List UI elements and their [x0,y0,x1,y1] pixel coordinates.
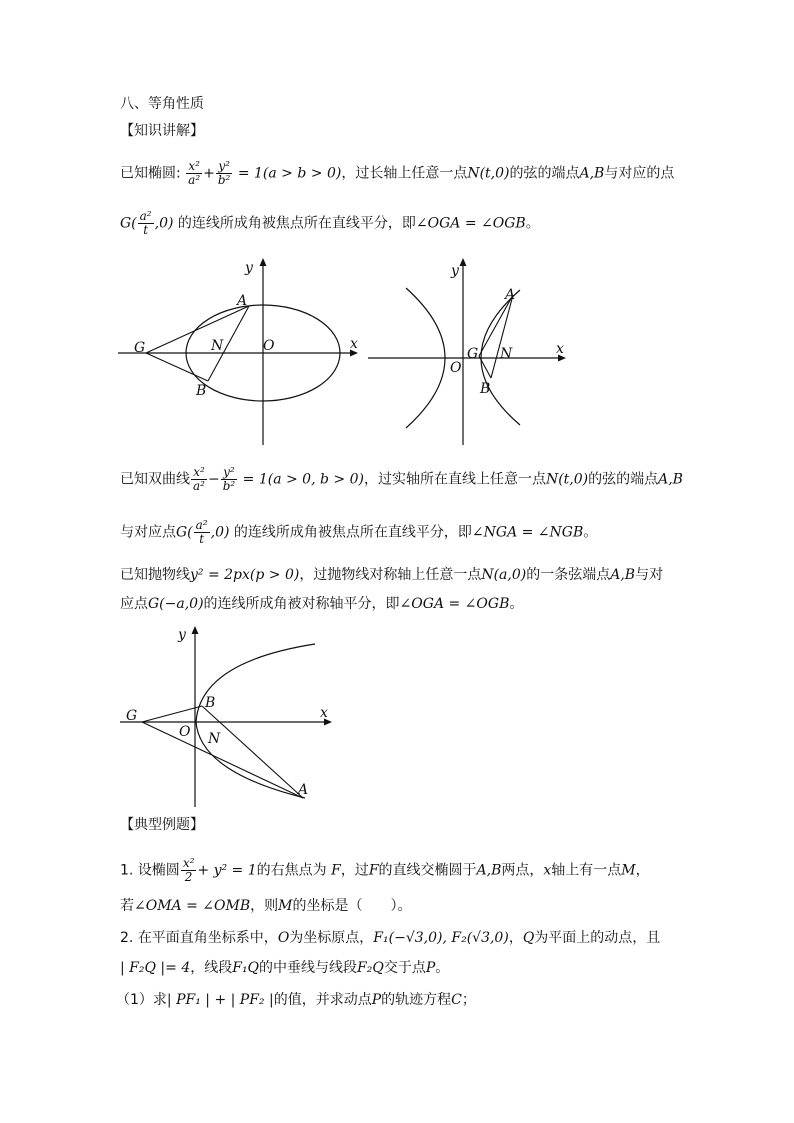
label-y: y [451,263,459,279]
question-1-line2: 若∠OMA = ∠OMB，则M的坐标是（ ）。 [120,898,412,914]
ellipse-frac-x: $\frac{\text{x²}}{\text{a²}}$ [188,159,201,187]
section-title: 八、等角性质 [120,96,204,112]
label-N: N [500,346,513,362]
ellipse-frac-y: $\frac{\text{y²}}{\text{b²}}$ [217,159,231,187]
label-A: A [505,287,516,303]
segment-GA [142,722,303,798]
label-G: G [126,708,138,724]
label-B: B [205,695,216,711]
y-axis-arrow [260,258,267,266]
label-O: O [450,360,462,376]
parabola-curve [196,644,315,798]
hyperbola-statement-line2: 与对应点G( $\frac{\text{a²}}{t}$ ,0) 的连线所成角被焦点所在直线平分，即∠NGA = ∠NGB。 [120,518,598,546]
label-A: A [298,782,309,798]
label-y: y [178,627,186,643]
hyperbola-statement-line1: 已知双曲线 $\frac{\text{x²}}{\text{a²}}$ − $\frac{\text{y²}}{\text{b²}}$ = 1(a > 0, b > 0)，过实轴所在直线上任意一点N(t,0)的弦的端点A,B [120,465,683,493]
question-2-line1: 2. 在平面直角坐标系中，O为坐标原点，F₁(−√3,0), F₂(√3,0)，Q为平面上的动点，且 [120,930,661,946]
knowledge-heading: 【知识讲解】 [120,123,204,139]
ellipse-statement-line2: G( $\frac{\text{a²}}{t}$ ,0) 的连线所成角被焦点所在直线平分，即∠OGA = ∠OGB。 [120,209,540,237]
segment-GA [146,306,249,353]
label-G: G [467,346,479,362]
label-A: A [237,293,248,309]
label-N: N [211,338,224,354]
label-x: x [350,336,358,352]
parabola-figure [120,622,342,810]
ellipse-figure [118,255,363,450]
segment-GB [142,706,202,722]
label-O: O [263,338,275,354]
parabola-statement-line2: 应点G(−a,0)的连线所成角被对称轴平分，即∠OGA = ∠OGB。 [120,596,524,612]
examples-heading: 【典型例题】 [120,817,204,833]
parabola-statement-line1: 已知抛物线y² = 2px(p > 0)，过抛物线对称轴上任意一点N(a,0)的一条弦端点A,B与对 [120,567,664,583]
hyperbola-g-frac: $\frac{\text{a²}}{t}$ [195,518,208,546]
label-O: O [179,724,191,740]
q1-frac: $\frac{\text{x²}}{2}$ [182,856,195,884]
segment-GB [146,353,208,381]
label-x: x [556,341,564,357]
label-x: x [320,705,328,721]
question-2-line2: | F₂Q |= 4，线段F₁Q的中垂线与线段F₂Q交于点P。 [120,960,450,976]
hyperbola-frac-x: $\frac{\text{x²}}{\text{a²}}$ [193,465,205,493]
label-y: y [245,260,253,276]
ellipse-g-frac: $\frac{\text{a²}}{t}$ [139,209,152,237]
hyperbola-figure [368,255,570,450]
y-axis-arrow [192,626,199,634]
label-B: B [196,383,207,399]
question-2-sub1: （1）求| PF₁ | + | PF₂ |的值，并求动点P的轨迹方程C； [116,992,476,1008]
hyperbola-frac-y: $\frac{\text{y²}}{\text{b²}}$ [222,465,236,493]
segment-GB [479,356,491,378]
question-1-line1: 1. 设椭圆 $\frac{\text{x²}}{2}$ + y² = 1的右焦点为 F，过F的直线交椭圆于A,B两点，x轴上有一点M， [120,856,650,884]
label-G: G [134,340,146,356]
y-axis-arrow [460,258,467,266]
label-N: N [208,731,221,747]
chord-AB [202,706,303,798]
label-B: B [480,381,491,397]
ellipse-statement-line1: 已知椭圆: $\frac{\text{x²}}{\text{a²}}$ + $\frac{\text{y²}}{\text{b²}}$ = 1(a > b > 0)，过长轴上任意一点N(t,0)的弦的端点A,B与对应的点 [120,159,675,187]
